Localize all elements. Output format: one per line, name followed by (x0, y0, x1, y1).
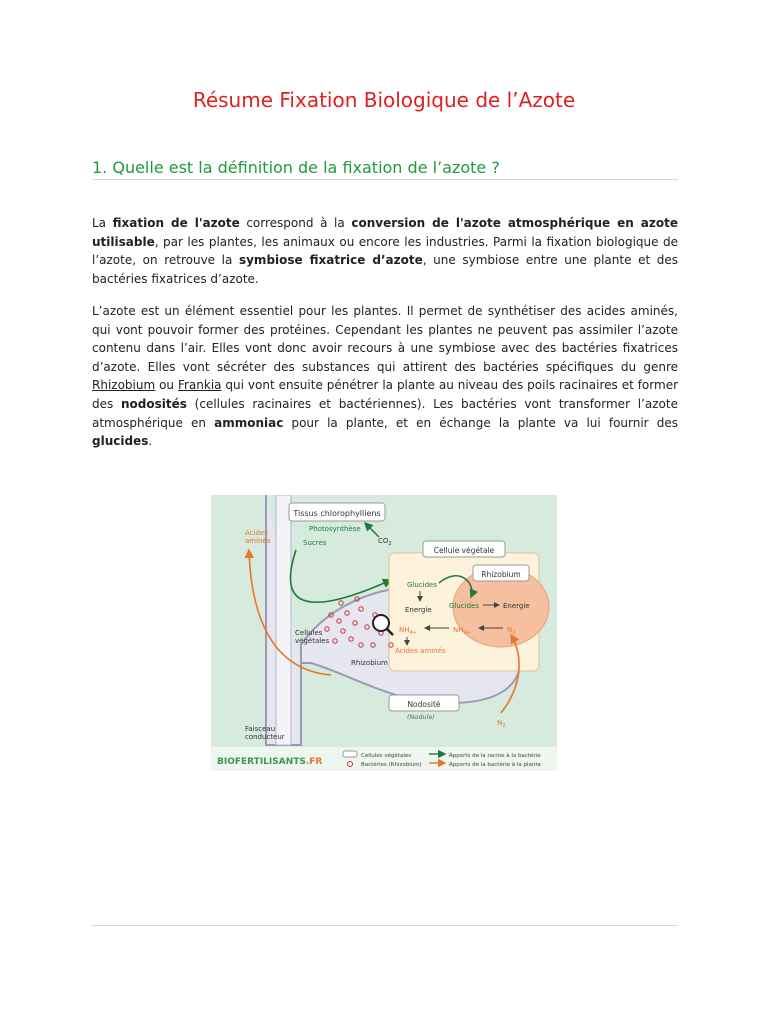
bold-term: ammoniac (214, 415, 284, 430)
brand-logo: BIOFERTILISANTS.FR (217, 757, 323, 767)
section-heading: 1. Quelle est la définition de la fixation de l’azote ? (92, 158, 500, 177)
label-acides-top: Acides (245, 529, 268, 537)
bold-term: fixation de l'azote (112, 216, 240, 230)
bold-term: symbiose fixatrice d’azote (238, 253, 423, 268)
label-cellules-2: végétales (295, 637, 330, 645)
label-nodule: (Nodule) (407, 713, 435, 721)
text-run: . (148, 434, 153, 449)
label-rhizobium-box: Rhizobium (481, 570, 521, 579)
legend-orange-arrow: Apports de la bactérie à la plante (449, 762, 541, 768)
text-run: , par les plantes, les animaux ou encore les industries. Parmi la fixation biologique de l’azote, on retrouve la (92, 234, 678, 268)
bold-term: glucides (92, 434, 149, 449)
document-title: Résume Fixation Biologique de l’Azote (192, 88, 576, 112)
label-energie-1: Energie (405, 606, 432, 614)
label-cellule-vegetale: Cellule végétale (433, 546, 495, 555)
label-acides-amines-mid: Acides aminés (395, 647, 446, 655)
label-co2: $CO_2$ (378, 537, 392, 547)
label-nh4-2: $NH_{4+}$ (453, 626, 471, 636)
text-run: correspond à la (239, 216, 352, 230)
text-run: (cellules racinaires et bactériennes). Les bactéries vont transformer l’azote atmosphérique en (92, 396, 678, 430)
bold-term: nodosités (121, 396, 187, 411)
label-photosynthese: Photosynthèse (309, 525, 361, 533)
diagram-svg (211, 495, 557, 771)
link-frankia[interactable]: Frankia (177, 378, 222, 393)
legend-bacteria: Bactéries (Rhizobium) (361, 762, 422, 768)
label-glucides-1: Glucides (407, 581, 437, 589)
text-run: pour la plante, et en échange la plante va lui fournir des (283, 415, 679, 430)
text-run: , une symbiose entre une plante et des bactéries fixatrices d’azote. (92, 253, 679, 286)
text-run: La (92, 216, 113, 230)
text-run: qui vont ensuite pénétrer la plante au niveau des poils racinaires et former des (92, 378, 679, 411)
label-energie-2: Energie (503, 602, 530, 610)
label-faisceau-2: conducteur (245, 733, 285, 741)
label-cellules-1: Cellules (295, 629, 323, 637)
legend-green-arrow: Apports de la racine à la bactérie (449, 753, 541, 759)
label-faisceau-1: Faisceau (245, 725, 276, 733)
label-rhizobium-nodule: Rhizobium (351, 659, 388, 667)
legend-cells: Cellules végétales (361, 753, 412, 759)
nitrogen-fixation-diagram (211, 495, 557, 771)
label-nh4-1: $NH_{4+}$ (399, 626, 417, 636)
vascular-bundle (276, 495, 291, 745)
text-run: L’azote est un élément essentiel pour les plantes. Il permet de synthétiser des acides aminés, qui vont pouvoir former des protéines. Cependant les plantes ne peuvent pas assimiler l’azote contenu dans l’air. Elles vont donc avoir recours à une symbiose avec des bactéries fixatrices d’azote. Elles vont sécréter des substances qui attirent des bactéries spécifiques du genre (92, 304, 678, 374)
label-n2-outer: $N_2$ (497, 719, 506, 729)
label-n2-inner: $N_2$ (507, 626, 516, 636)
magnifier-icon (373, 615, 389, 631)
label-glucides-2: Glucides (449, 602, 479, 610)
section-divider (92, 179, 678, 180)
label-nodosite: Nodosité (407, 700, 441, 709)
label-sucres: Sucres (303, 539, 327, 547)
text-run: ou (155, 378, 178, 393)
label-amines-top: aminés (245, 537, 271, 545)
paragraph-definition (92, 214, 678, 288)
link-rhizobium[interactable]: Rhizobium (92, 378, 156, 393)
label-tissus: Tissus chlorophylliens (293, 509, 381, 518)
bottom-divider (92, 925, 678, 926)
paragraph-explanation (92, 302, 678, 451)
co2-arrow (365, 523, 379, 537)
bold-term: conversion de l'azote atmosphérique en azote utilisable (92, 216, 678, 249)
